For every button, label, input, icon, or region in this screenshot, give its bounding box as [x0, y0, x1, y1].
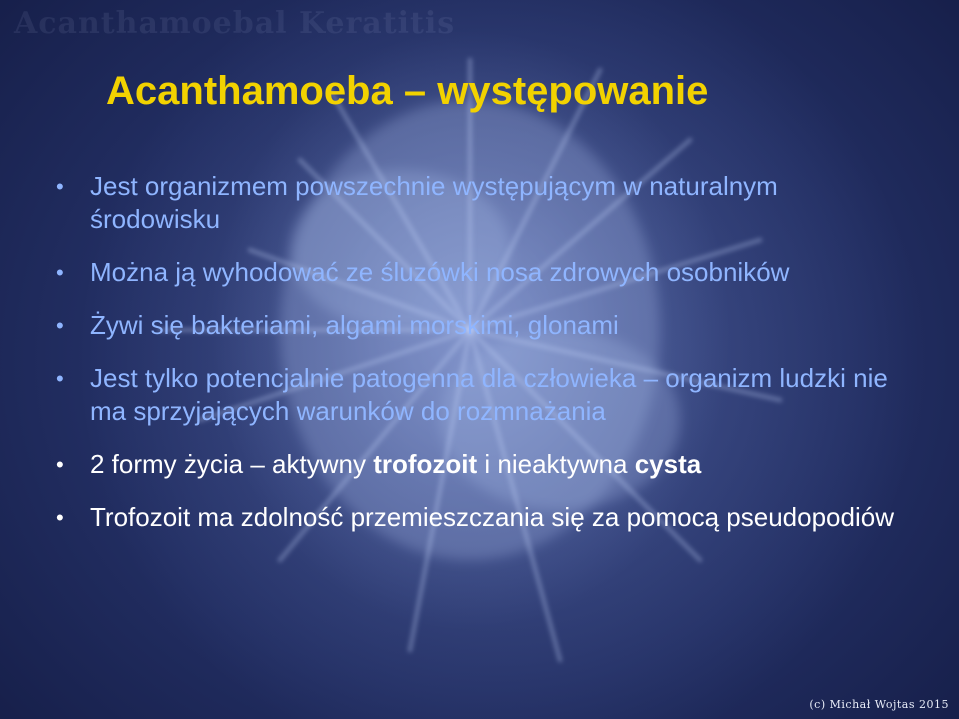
- bullet-text: Jest organizmem powszechnie występującym w naturalnym środowisku: [90, 171, 778, 234]
- watermark-text: Acanthamoebal Keratitis: [14, 6, 456, 41]
- bullet-item: [54, 501, 914, 534]
- bullet-text: 2 formy życia – aktywny: [90, 449, 374, 479]
- bullet-bold-cysta: cysta: [634, 449, 702, 479]
- bullet-icon: •: [56, 313, 64, 338]
- bullet-item: [54, 362, 914, 428]
- bullet-text: i nieaktywna: [477, 449, 635, 479]
- bullet-item: [54, 170, 914, 236]
- copyright-text: (c) Michał Wojtas 2015: [809, 698, 949, 711]
- bullet-item: [54, 256, 914, 289]
- bullet-icon: •: [56, 174, 64, 199]
- bullet-text: Można ją wyhodować ze śluzówki nosa zdrowych osobników: [90, 257, 790, 287]
- bullet-icon: •: [56, 505, 64, 530]
- bullet-text: Jest tylko potencjalnie patogenna dla człowieka – organizm ludzki nie ma sprzyjających warunków do rozmnażania: [90, 363, 888, 426]
- bullet-bold-trofozoit: trofozoit: [373, 449, 478, 479]
- bullet-list: [54, 170, 914, 554]
- bullet-text: Trofozoit ma zdolność przemieszczania się za pomocą pseudopodiów: [90, 502, 894, 532]
- bullet-icon: •: [56, 260, 64, 285]
- bullet-item: [54, 309, 914, 342]
- slide-title: Acanthamoeba – występowanie: [106, 69, 709, 113]
- bullet-icon: •: [56, 452, 64, 477]
- bullet-item: [54, 448, 914, 481]
- bullet-text: Żywi się bakteriami, algami morskimi, glonami: [90, 310, 619, 340]
- bullet-icon: •: [56, 366, 64, 391]
